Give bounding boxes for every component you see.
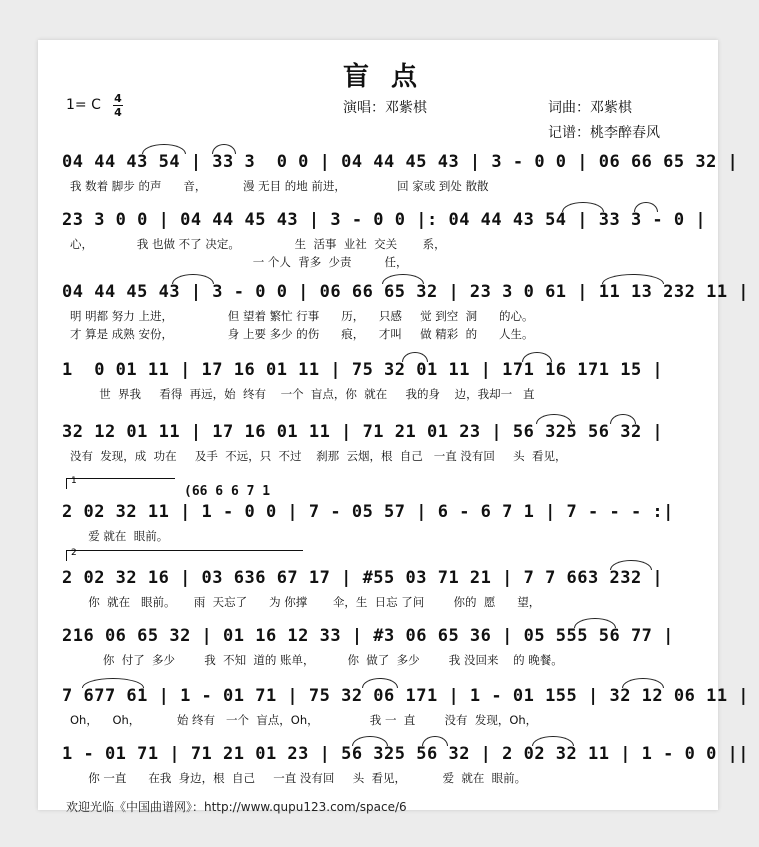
- lyrics-line: 没有 发现，成 功在 及手 不远，只 不过 刹那 云烟，根 自己 一直 没有回 头 看见，: [70, 449, 567, 463]
- notes-line: 7 677 61 | 1 - 01 71 | 75 32 06 171 | 1 - 01 155 | 32 12 06 11 |: [62, 686, 750, 706]
- time-signature-top: 4: [114, 92, 122, 105]
- lyrics-line: 爱 就在 眼前。: [70, 529, 169, 543]
- notes-line: 1 0 01 11 | 17 16 01 11 | 75 32 01 11 | 171 16 171 15 |: [62, 360, 664, 380]
- lyrics-line: 你 一直 在我 身边，根 自己 一直 没有回 头 看见， 爱 就在 眼前。: [70, 771, 527, 785]
- volta-first-ending: [66, 478, 175, 489]
- key-signature: 1= C: [66, 97, 101, 113]
- volta-number: 1: [71, 476, 77, 486]
- volta-second-ending: [66, 550, 303, 561]
- time-signature-bottom: 4: [114, 106, 122, 119]
- notes-line: 2 02 32 16 | 03 636 67 17 | #55 03 71 21 | 7 7 663 232 |: [62, 568, 664, 588]
- notes-line: 04 44 45 43 | 3 - 0 0 | 06 66 65 32 | 23 3 0 61 | 11 13 232 11 |: [62, 282, 750, 302]
- time-signature: [113, 93, 123, 118]
- footer-source: 欢迎光临《中国曲谱网》：http://www.qupu123.com/space/6: [66, 800, 407, 814]
- song-title: 盲点: [343, 62, 440, 92]
- writer-credit: 词曲：邓紫棋: [548, 100, 632, 116]
- lyrics-line: 心， 我 也做 不了 决定。 生 活事 业社 交关 系，: [70, 237, 446, 251]
- lyrics-line: 你 就在 眼前。 雨 天忘了 为 你撑 伞，生 日忘 了问 你的 愿 望，: [70, 595, 541, 609]
- notes-line: 216 06 65 32 | 01 16 12 33 | #3 06 65 36 | 05 555 56 77 |: [62, 626, 674, 646]
- lyrics-line: 我 数着 脚步 的声 音， 漫 无目 的地 前进， 回 家或 到处 散散: [70, 179, 489, 193]
- notes-line: 32 12 01 11 | 17 16 01 11 | 71 21 01 23 | 56 325 56 32 |: [62, 422, 664, 442]
- lyrics-line: Oh， Oh， 始 终有 一个 盲点，Oh， 我 一 直 没有 发现，Oh，: [70, 713, 538, 727]
- bracket-notes: (66 6 6 7 1: [184, 484, 271, 499]
- notes-line: 04 44 43 54 | 33 3 0 0 | 04 44 45 43 | 3 - 0 0 | 06 66 65 32 |: [62, 152, 739, 172]
- score-row-2: [62, 200, 707, 274]
- notes-line: 2 02 32 11 | 1 - 0 0 | 7 - 05 57 | 6 - 6 7 1 | 7 - - - :|: [62, 502, 674, 522]
- lyrics-line-alt: 一 个人 背多 少责 任，: [70, 255, 408, 269]
- lyrics-line: 世 界我 看得 再远，始 终有 一个 盲点，你 就在 我的身 边，我却一 直: [70, 387, 535, 401]
- notes-line: 1 - 01 71 | 71 21 01 23 | 56 325 56 32 | 2 02 32 11 | 1 - 0 0 ||: [62, 744, 750, 764]
- lyrics-line: 明 明都 努力 上进， 但 望着 繁忙 行事 历， 只感 觉 到空 洞 的心。: [70, 309, 534, 323]
- transcriber-credit: 记谱：桃李醉春风: [548, 125, 660, 141]
- score-row-10: [62, 734, 750, 808]
- score-row-5: [62, 412, 692, 486]
- notes-line: 23 3 0 0 | 04 44 45 43 | 3 - 0 0 |: 04 44 43 54 | 33 3 - 0 |: [62, 210, 707, 230]
- singer-credit: 演唱：邓紫棋: [343, 100, 427, 116]
- score-row-3: [62, 272, 750, 346]
- lyrics-line-alt: 才 算是 成熟 安份， 身 上要 多少 的伤 痕， 才叫 做 精彩 的 人生。: [70, 327, 534, 341]
- lyrics-line: 你 付了 多少 我 不知 道的 账单， 你 做了 多少 我 没回来 的 晚餐。: [70, 653, 563, 667]
- volta-number: 2: [71, 548, 77, 558]
